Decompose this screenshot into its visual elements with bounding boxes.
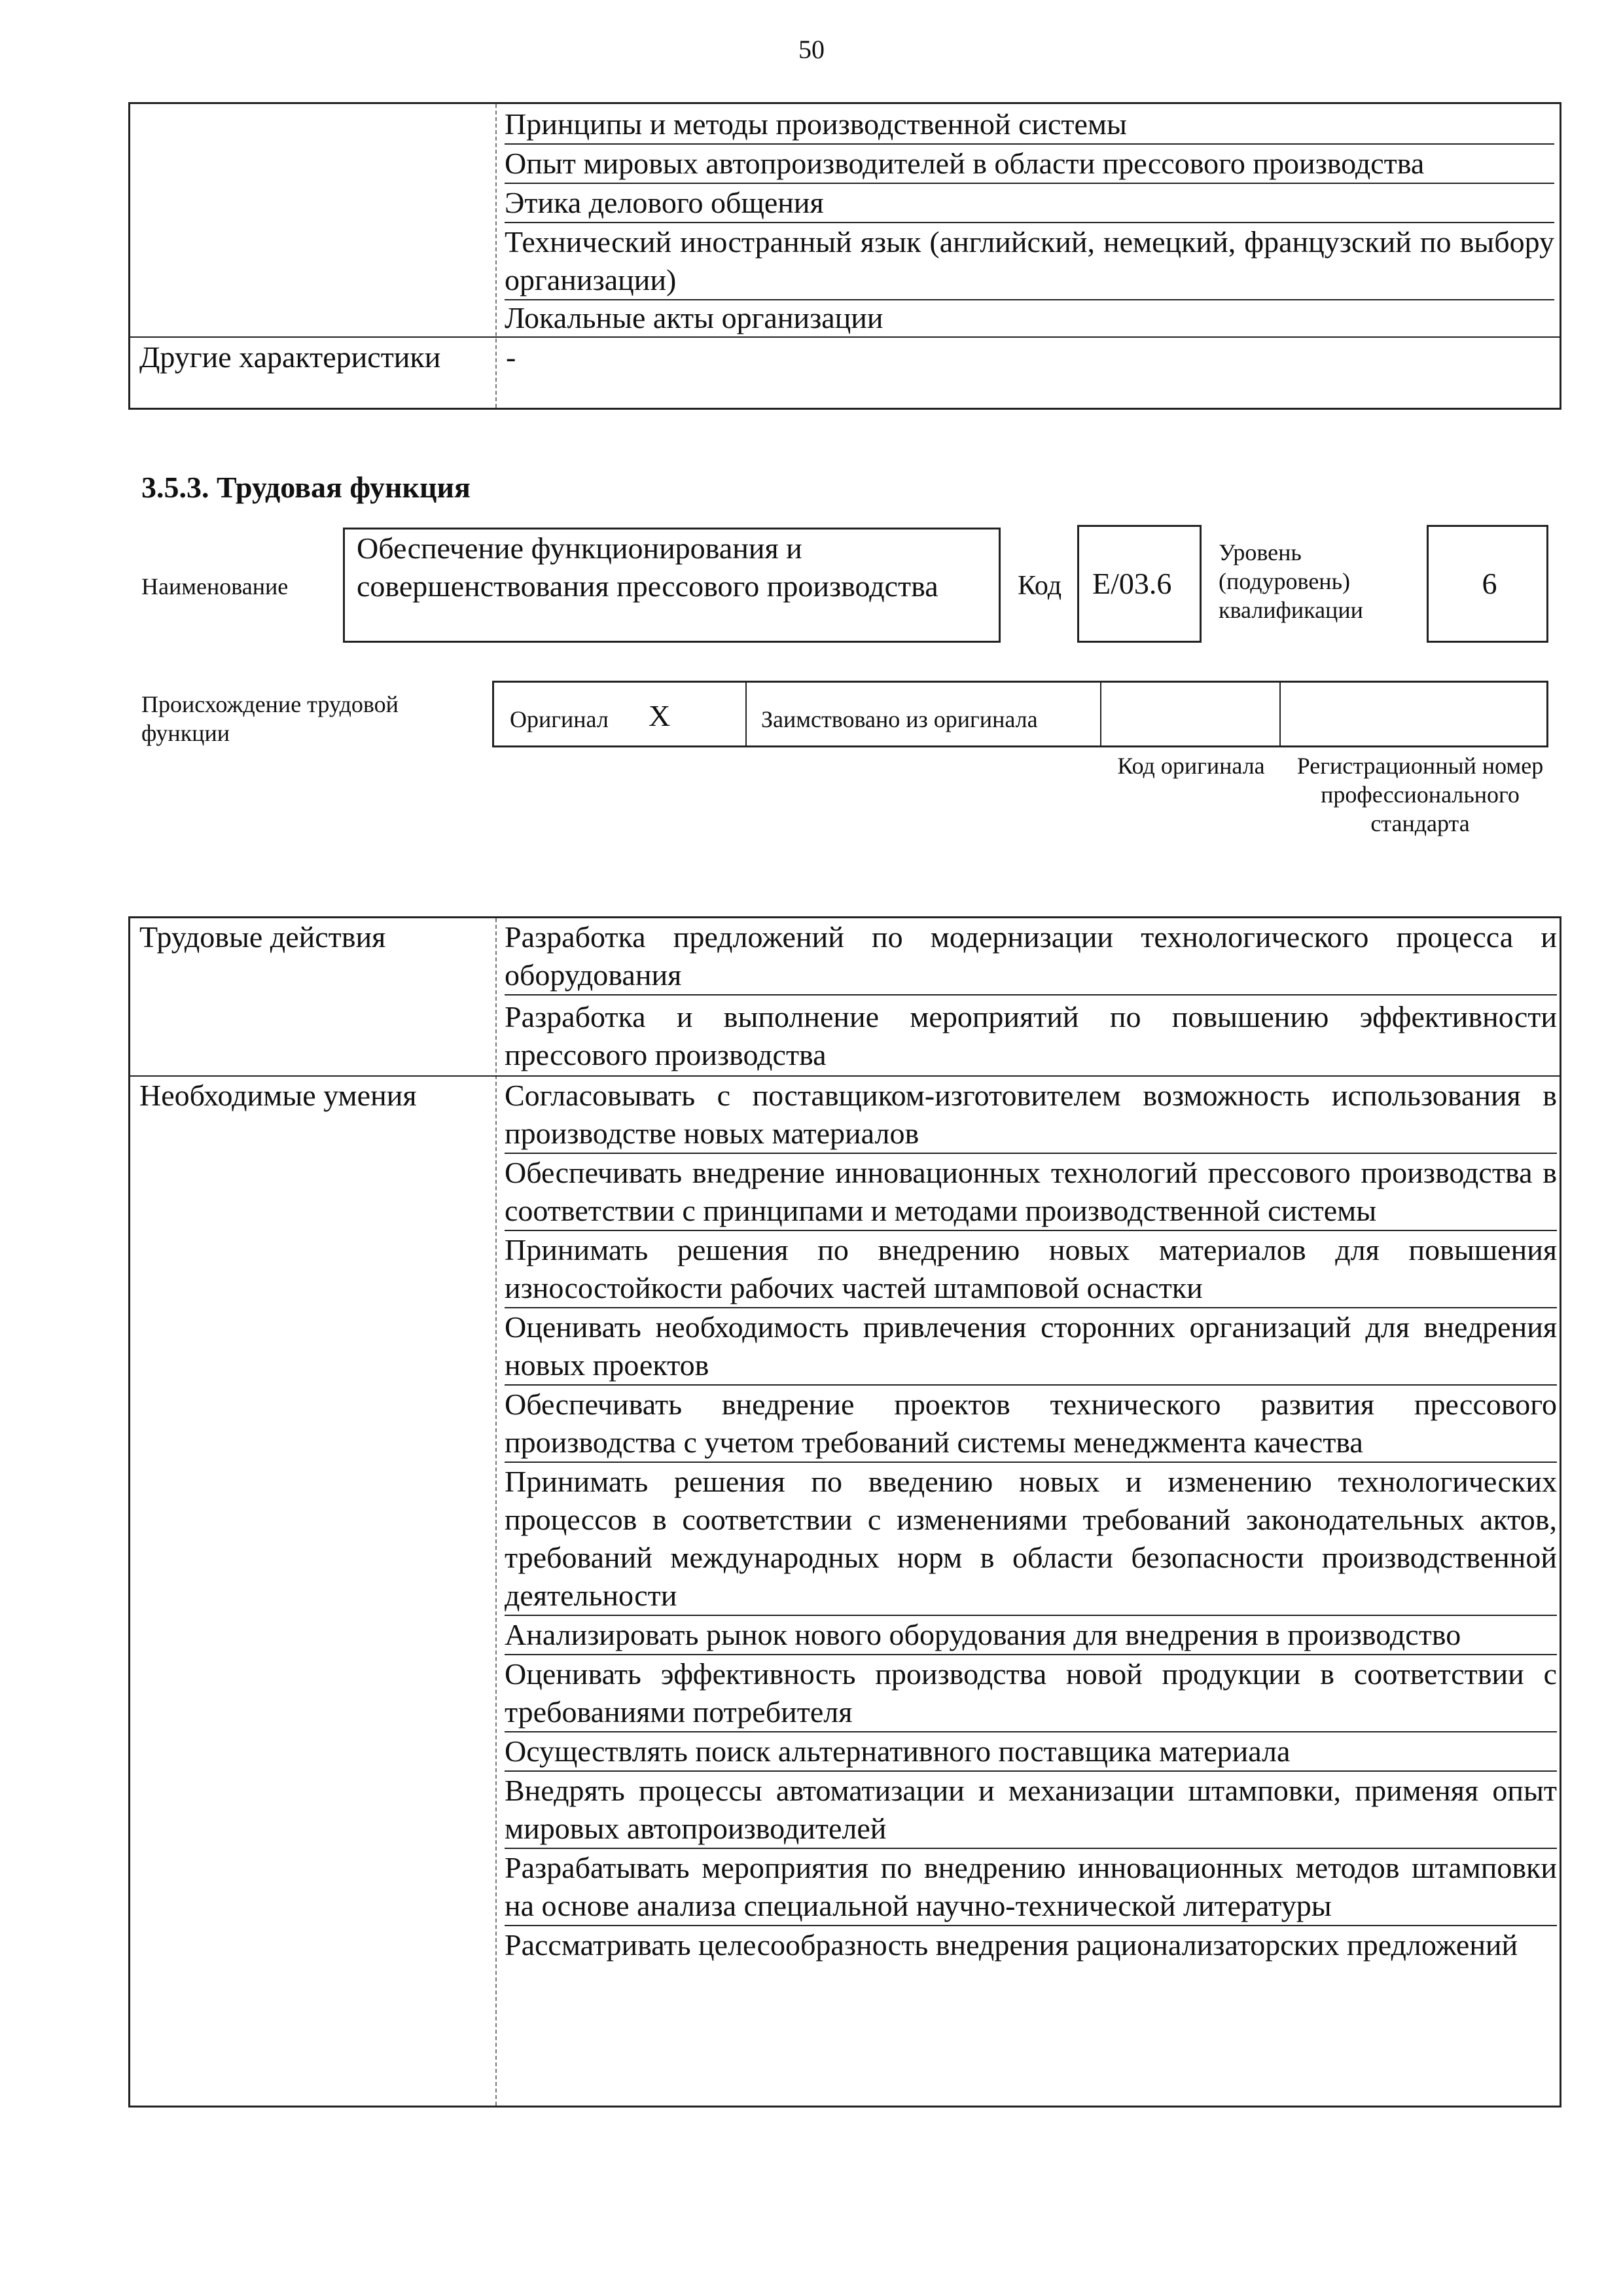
skill-item: Осуществлять поиск альтернативного поставщика материала <box>505 1732 1557 1772</box>
qualification-level: 6 <box>1482 567 1497 600</box>
skill-item: Оценивать необходимость привлечения сторонних организаций для внедрения новых проектов <box>505 1308 1557 1386</box>
skill-item: Анализировать рынок нового оборудования для внедрения в производство <box>505 1616 1557 1655</box>
level-box <box>1427 525 1548 643</box>
name-box <box>343 528 1001 643</box>
original-mark: X <box>649 699 671 732</box>
code-label: Код <box>1018 571 1062 601</box>
skills-label: Необходимые умения <box>139 1079 417 1112</box>
skill-item: Принимать решения по введению новых и изменению технологических процессов в соответствии с изменениями требований законодательных актов, требований международных норм в области безопасности производственной деятельности <box>505 1463 1557 1616</box>
skill-item: Внедрять процессы автоматизации и механизации штамповки, применяя опыт мировых автопроизводителей <box>505 1772 1557 1849</box>
knowledge-table-continued <box>128 102 1561 410</box>
code-box <box>1077 525 1202 643</box>
name-label: Наименование <box>141 573 289 600</box>
original-label: Оригинал <box>510 706 609 732</box>
page-number: 50 <box>798 35 825 64</box>
section-title: 3.5.3. Трудовая функция <box>141 471 471 504</box>
function-name: Обеспечение функционирования и совершенствования прессового производства <box>357 531 938 603</box>
skill-item: Обеспечивать внедрение инновационных технологий прессового производства в соответствии с принципами и методами производственной системы <box>505 1154 1557 1231</box>
labor-action-item: Разработка и выполнение мероприятий по повышению эффективности прессового производства <box>505 1000 1557 1071</box>
skill-item: Разрабатывать мероприятия по внедрению инновационных методов штамповки на основе анализа специальной научно-технической литературы <box>505 1849 1557 1926</box>
skill-item: Обеспечивать внедрение проектов технического развития прессового производства с учетом требований системы менеджмента качества <box>505 1386 1557 1463</box>
knowledge-row: Этика делового общения <box>505 184 1554 223</box>
code-original-caption: Код оригинала <box>1117 753 1265 779</box>
borrowed-label: Заимствовано из оригинала <box>761 706 1038 732</box>
other-characteristics-label: Другие характеристики <box>139 340 441 374</box>
skill-item: Рассматривать целесообразность внедрения рационализаторских предложений <box>505 1928 1518 1962</box>
skill-item: Согласовывать с поставщиком-изготовителем возможность использования в производстве новых материалов <box>505 1077 1557 1154</box>
reg-number-caption: Регистрационный номер профессионального стандарта <box>1296 753 1544 836</box>
labor-function-table <box>128 916 1561 2108</box>
skill-item: Оценивать эффективность производства новой продукции в соответствии с требованиями потребителя <box>505 1655 1557 1732</box>
level-label: Уровень (подуровень) квалификации <box>1219 539 1363 623</box>
function-code: E/03.6 <box>1092 567 1172 600</box>
origin-box <box>492 681 1548 747</box>
knowledge-row: Принципы и методы производственной системы <box>505 105 1554 145</box>
labor-action-item: Разработка предложений по модернизации технологического процесса и оборудования <box>505 918 1557 996</box>
knowledge-row: Опыт мировых автопроизводителей в области прессового производства <box>505 145 1554 184</box>
other-characteristics-value: - <box>506 340 516 374</box>
labor-actions-label: Трудовые действия <box>139 920 386 954</box>
origin-label: Происхождение трудовой функции <box>141 691 399 746</box>
skill-item: Принимать решения по внедрению новых материалов для повышения износостойкости рабочих частей штамповой оснастки <box>505 1231 1557 1308</box>
knowledge-row: Технический иностранный язык (английский, немецкий, французский по выбору организации) <box>505 223 1554 300</box>
knowledge-row: Локальные акты организации <box>505 301 883 334</box>
